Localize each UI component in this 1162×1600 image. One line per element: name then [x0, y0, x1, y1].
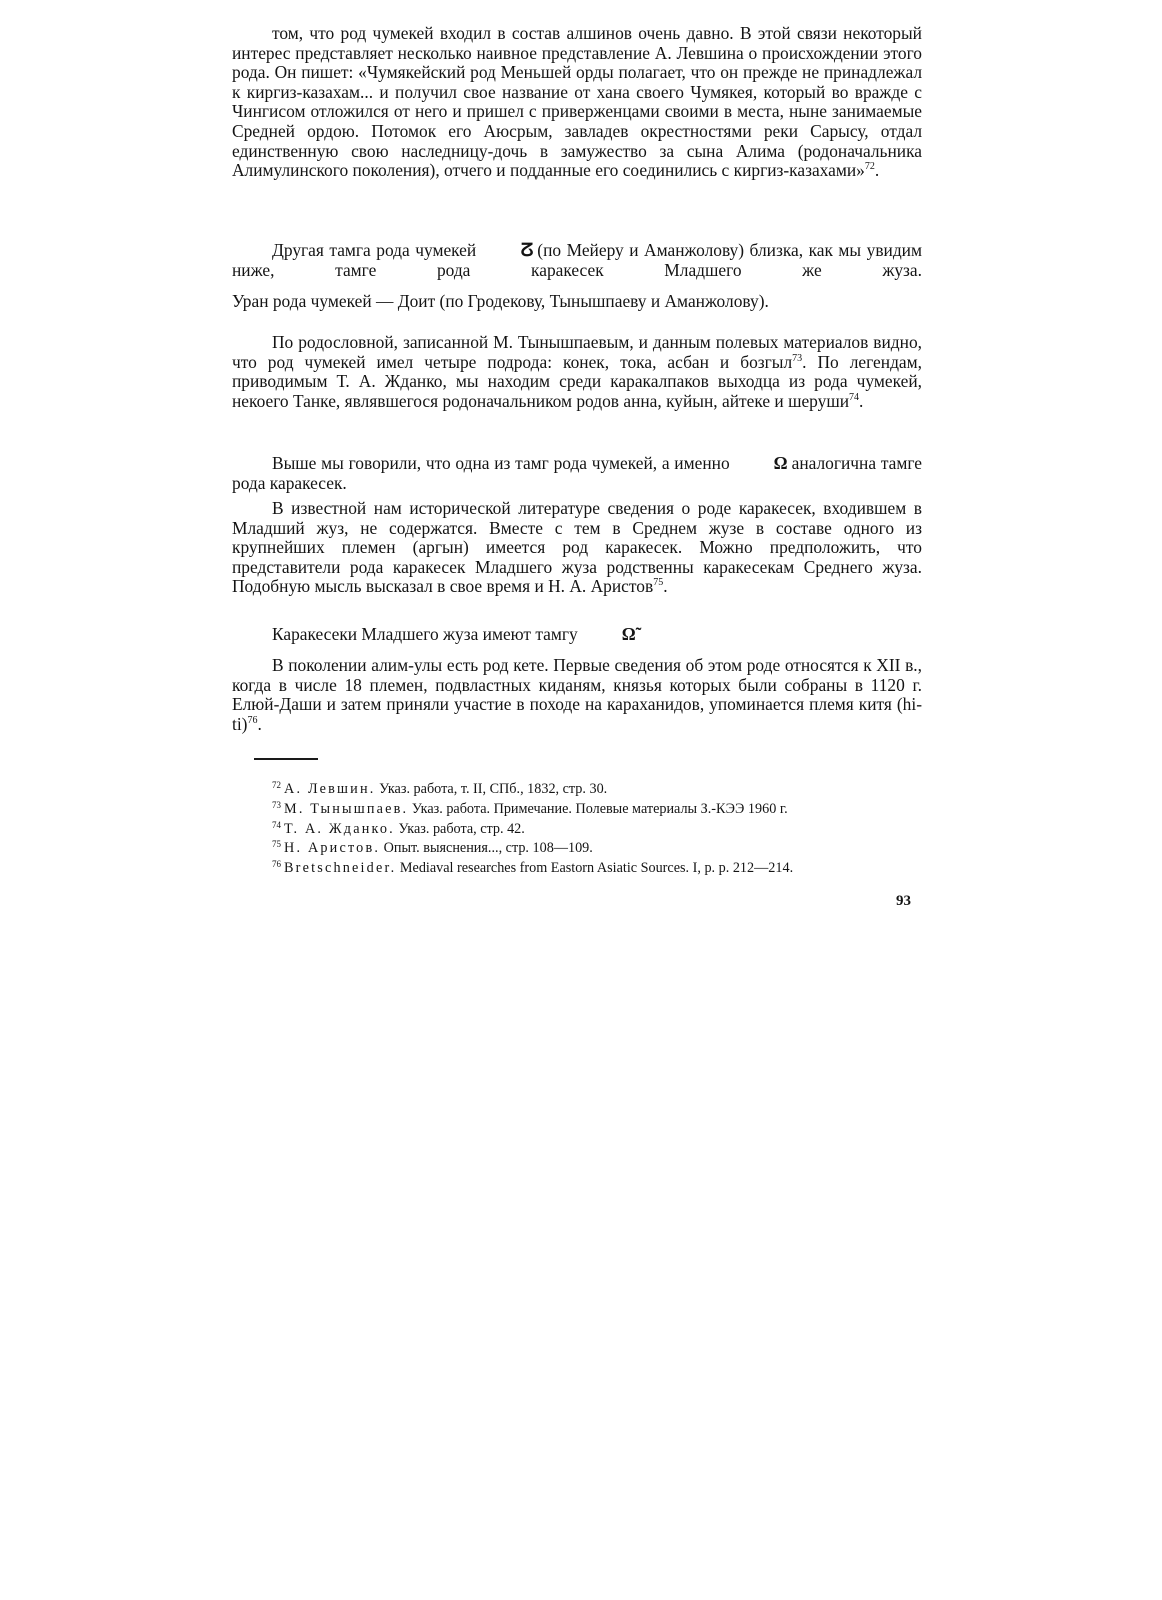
- paragraph-5-text-a: Выше мы говорили, что одна из тамг рода чумекей, а именно: [272, 453, 730, 473]
- footnote-text: Опыт. выяснения..., стр. 108—109.: [383, 840, 593, 857]
- footnote-text: Mediaval researches from Eastorn Asiatic Sources. I, p. p. 212—214.: [399, 860, 794, 877]
- paragraph-5-text-b: аналогична тамге рода каракесек.: [232, 453, 922, 493]
- footnote-ref-72[interactable]: 72: [864, 161, 875, 173]
- footnote-number: 72: [272, 780, 281, 790]
- tamga-omega-icon: Ω: [773, 453, 788, 473]
- footnote-number: 75: [272, 839, 281, 850]
- footnote-divider: [254, 758, 318, 760]
- footnote-number: 76: [272, 859, 281, 870]
- footnote-text: Указ. работа, т. II, СПб., 1832, стр. 30.: [379, 781, 608, 797]
- paragraph-4-text-a: По родословной, записанной М. Тынышпаевым, и данным полевых материалов видно, что род чумекей имел четыре подрода: конек, тока, асбан и бозгыл: [232, 332, 922, 372]
- tamga-sign-icon: ⵒ: [520, 240, 534, 260]
- page-number: 93: [896, 893, 911, 909]
- paragraph-7-text: Каракесеки Младшего жуза имеют тамгу: [272, 624, 578, 644]
- paragraph-4: По родословной, записанной М. Тынышпаевым, и данным полевых материалов видно, что род чумекей имел четыре подрода: конек, тока, асбан и бозгыл$^{73}$. По легендам, приводимым Т. А. Жданко, мы находим среди каракалпаков выходца из рода чумекей, некоего Танке, являвшегося родоначальником родов анна, куйын, айтеке и шеруши$^{74}$.: [232, 332, 922, 411]
- footnote-author: А. Левшин.: [284, 781, 376, 797]
- footnote-74: [232, 818, 924, 838]
- footnote-ref-75[interactable]: 75: [653, 577, 664, 589]
- paragraph-3: [232, 292, 922, 312]
- footnote-ref-73[interactable]: 73: [792, 352, 803, 364]
- paragraph-2-text-b: (по Мейеру и Аманжолову) близка, как мы увидим ниже, тамге рода каракесек Младшего же жуза.: [232, 240, 922, 280]
- footnote-number: 74: [272, 819, 281, 830]
- footnote-author: Т. А. Жданко.: [284, 820, 395, 837]
- paragraph-5: [232, 454, 922, 493]
- footnotes: [232, 778, 924, 877]
- footnote-75: [232, 837, 924, 857]
- paragraph-7: [232, 625, 922, 645]
- tamga-karakesek-icon: Ω̃: [621, 624, 636, 644]
- footnote-76: [232, 857, 924, 877]
- footnote-72: [232, 778, 924, 798]
- footnote-number: 73: [272, 799, 281, 810]
- paragraph-6-text: В известной нам исторической литературе сведения о роде каракесек, входившем в Младший жуз, не содержатся. Вместе с тем в Среднем жузе в составе одного из крупнейших племен (аргын) имеется род каракесек. Можно предположить, что представители рода каракесек Младшего жуза родственны каракесекам Среднего жуза. Подобную мысль высказал в свое время и Н. А. Аристов: [232, 498, 922, 597]
- paragraph-4-text-b: . По легендам, приводимым Т. А. Жданко, мы находим среди каракалпаков выходца из рода чумекей, некоего Танке, являвшегося родоначальником родов анна, куйын, айтеке и шеруши: [232, 351, 922, 411]
- paragraph-3-text: Уран рода чумекей — Доит (по Гродекову, Тынышпаеву и Аманжолову).: [232, 291, 769, 311]
- footnote-author: Bretschneider.: [284, 860, 397, 877]
- footnote-ref-74[interactable]: 74: [849, 391, 860, 403]
- paragraph-8: В поколении алим-улы есть род кете. Первые сведения об этом роде относятся к XII в., когда в числе 18 племен, подвластных киданям, князья которых были собраны в 1120 г. Елюй-Даши и затем приняли участие в походе на караханидов, упоминается племя китя $(hi-ti)^{76}$.: [232, 655, 922, 734]
- paragraph-1: том, что род чумекей входил в состав алшинов очень давно. В этой связи некоторый интерес представляет несколько наивное представление А. Левшина о происхождении этого рода. Он пишет: «Чумякейский род Меньшей орды полагает, что он прежде не принадлежал к киргиз-казахам... и получил свое название от хана своего Чумякея, который во вражде с Чингисом отложился от него и пришел с приверженцами своими в места, ныне занимаемые Средней ордою. Потомок его Аюсрым, завладев окрестностями реки Сарысу, отдал единственную свою наследницу-дочь в замужество за сына Алима (родоначальника Алимулинского поколения), отчего и подданные его соединились с киргиз-казахами»$^{72}$.: [232, 23, 922, 181]
- paragraph-2: [232, 241, 922, 280]
- paragraph-2-text-a: Другая тамга рода чумекей: [272, 240, 477, 260]
- footnote-ref-76[interactable]: 76: [247, 714, 258, 726]
- footnote-73: [232, 798, 924, 818]
- footnote-text: Указ. работа, стр. 42.: [398, 820, 525, 837]
- paragraph-8-text: В поколении алим-улы есть род кете. Первые сведения об этом роде относятся к XII в., когда в числе 18 племен, подвластных киданям, князья которых были собраны в 1120 г. Елюй-Даши и затем приняли участие в походе на караханидов, упоминается племя китя (hi-ti): [232, 655, 922, 734]
- paragraph-6: В известной нам исторической литературе сведения о роде каракесек, входившем в Младший жуз, не содержатся. Вместе с тем в Среднем жузе в составе одного из крупнейших племен (аргын) имеется род каракесек. Можно предположить, что представители рода каракесек Младшего жуза родственны каракесекам Среднего жуза. Подобную мысль высказал в свое время и Н. А. Аристов$^{75}$.: [232, 498, 922, 597]
- footnote-author: Н. Аристов.: [284, 840, 381, 857]
- paragraph-1-text: том, что род чумекей входил в состав алшинов очень давно. В этой связи некоторый интерес представляет несколько наивное представление А. Левшина о происхождении этого рода. Он пишет: «Чумякейский род Меньшей орды полагает, что он прежде не принадлежал к киргиз-казахам... и получил свое название от хана своего Чумякея, который во вражде с Чингисом отложился от него и пришел с приверженцами своими в места, ныне занимаемые Средней ордою. Потомок его Аюсрым, завладев окрестностями реки Сарысу, отдал единственную свою наследницу-дочь в замужество за сына Алима (родоначальника Алимулинского поколения), отчего и подданные его соединились с киргиз-казахами»: [232, 23, 922, 181]
- footnote-author: М. Тынышпаев.: [284, 800, 409, 817]
- footnote-text: Указ. работа. Примечание. Полевые материалы З.-КЭЭ 1960 г.: [411, 800, 788, 817]
